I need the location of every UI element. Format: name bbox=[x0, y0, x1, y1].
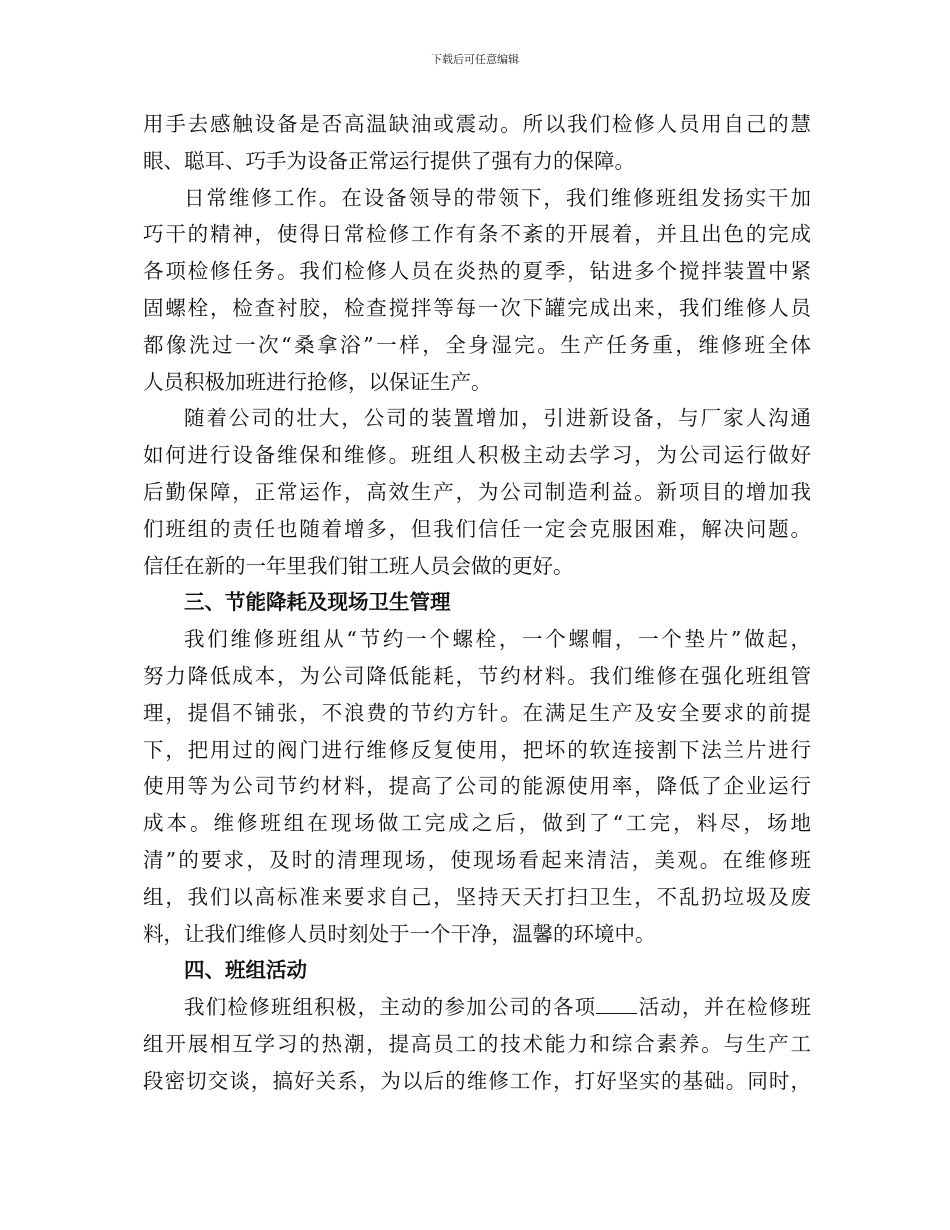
text-line: 成本。维修班组在现场做工完成之后，做到了“工完，料尽，场地 bbox=[143, 811, 811, 836]
text-line: 料，让我们维修人员时刻处于一个干净，温馨的环境中。 bbox=[143, 921, 656, 946]
text-line: 都像洗过一次“桑拿浴”一样，全身湿完。生产任务重，维修班全体 bbox=[143, 332, 811, 357]
text-line: 段密切交谈，搞好关系，为以后的维修工作，打好坚实的基础。同时， bbox=[143, 1068, 811, 1093]
text-line: 理，提倡不铺张，不浪费的节约方针。在满足生产及安全要求的前提 bbox=[143, 700, 811, 725]
fill-in-blank bbox=[596, 993, 637, 1014]
text-line-with-blank bbox=[143, 989, 811, 1026]
section-heading: 三、节能降耗及现场卫生管理 bbox=[184, 590, 451, 615]
text-line: 用手去感触设备是否高温缺油或震动。所以我们检修人员用自己的慧 bbox=[143, 112, 811, 136]
text-line: 各项检修任务。我们检修人员在炎热的夏季，钻进多个搅拌装置中紧 bbox=[143, 259, 811, 284]
text-line: 努力降低成本，为公司降低能耗，节约材料。我们维修在强化班组管 bbox=[143, 663, 811, 688]
document-body bbox=[143, 106, 811, 1100]
text-line: 日常维修工作。在设备领导的带领下，我们维修班组发扬实干加 bbox=[184, 185, 811, 210]
page-header-note: 下载后可任意编辑 bbox=[431, 53, 519, 66]
text-line: 随着公司的壮大，公司的装置增加，引进新设备，与厂家人沟通 bbox=[184, 406, 811, 431]
text-line: 组，我们以高标准来要求自己，坚持天天打扫卫生，不乱扔垃圾及废 bbox=[143, 884, 811, 909]
text-line: 巧干的精神，使得日常检修工作有条不紊的开展着，并且出色的完成 bbox=[143, 222, 811, 247]
text-line: 清”的要求，及时的清理现场，使现场看起来清洁，美观。在维修班 bbox=[143, 847, 811, 872]
text-after-blank: 活动，并在检修班 bbox=[637, 995, 812, 1020]
text-line: 们班组的责任也随着增多，但我们信任一定会克服困难，解决问题。 bbox=[143, 516, 811, 541]
text-line: 我们维修班组从“节约一个螺栓，一个螺帽，一个垫片”做起， bbox=[184, 627, 811, 652]
text-before-blank: 我们检修班组积极，主动的参加公司的各项 bbox=[184, 995, 597, 1020]
text-line: 如何进行设备维保和维修。班组人积极主动去学习，为公司运行做好 bbox=[143, 443, 811, 468]
text-line: 下，把用过的阀门进行维修反复使用，把坏的软连接割下法兰片进行 bbox=[143, 737, 811, 762]
text-line: 人员积极加班进行抢修，以保证生产。 bbox=[143, 369, 492, 394]
text-line: 眼、聪耳、巧手为设备正常运行提供了强有力的保障。 bbox=[143, 148, 635, 173]
section-heading: 四、班组活动 bbox=[184, 958, 307, 983]
text-line: 组开展相互学习的热潮，提高员工的技术能力和综合素养。与生产工 bbox=[143, 1031, 811, 1056]
text-line: 后勤保障，正常运作，高效生产，为公司制造利益。新项目的增加我 bbox=[143, 479, 811, 504]
text-line: 固螺栓，检查衬胶，检查搅拌等每一次下罐完成出来，我们维修人员 bbox=[143, 295, 811, 320]
text-line: 使用等为公司节约材料，提高了公司的能源使用率，降低了企业运行 bbox=[143, 774, 811, 799]
text-line: 信任在新的一年里我们钳工班人员会做的更好。 bbox=[143, 553, 574, 578]
